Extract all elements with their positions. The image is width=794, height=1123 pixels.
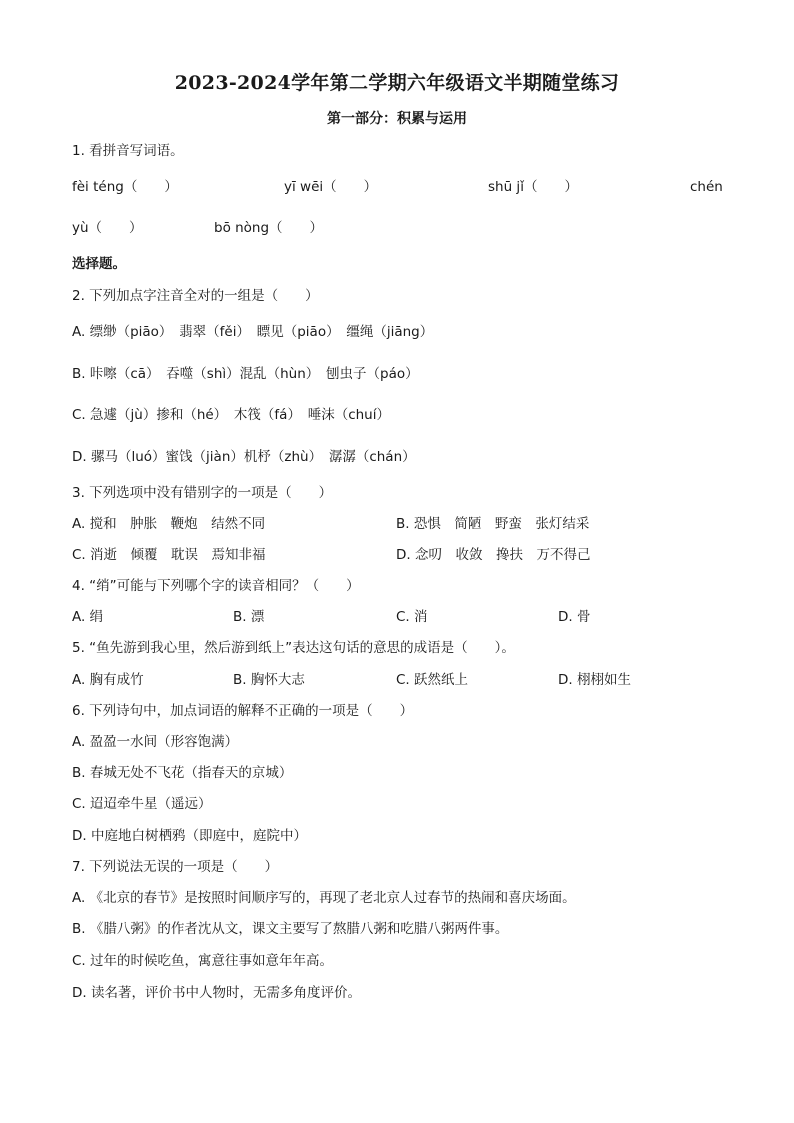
pinyin-item: chén	[690, 179, 723, 195]
page-title: 2023-2024学年第二学期六年级语文半期随堂练习	[174, 72, 620, 94]
q2-option-a: A. 缥缈（piāo） 翡翠（fěi） 瞟见（piāo） 缰绳（jiāng）	[72, 324, 434, 340]
pinyin-item: bō nòng（ ）	[214, 220, 324, 236]
q3-option-b: B. 恐惧 简陋 野蛮 张灯结采	[396, 516, 590, 532]
q6-option-c: C. 迢迢牵牛星（遥远）	[72, 796, 212, 812]
q6-option-b: B. 春城无处不飞花（指春天的京城）	[72, 765, 293, 781]
q4-option-c: C. 消	[396, 609, 428, 625]
q7-option-b: B. 《腊八粥》的作者沈从文，课文主要写了熬腊八粥和吃腊八粥两件事。	[72, 921, 509, 937]
q7-option-c: C. 过年的时候吃鱼，寓意往事如意年年高。	[72, 953, 334, 969]
q5-option-b: B. 胸怀大志	[233, 672, 305, 688]
q6-option-a: A. 盈盈一水间（形容饱满）	[72, 734, 239, 750]
pinyin-item: yī wēi（ ）	[284, 179, 378, 195]
q7-option-a: A. 《北京的春节》是按照时间顺序写的，再现了老北京人过春节的热闹和喜庆场面。	[72, 890, 576, 906]
q4-option-b: B. 漂	[233, 609, 265, 625]
q2-option-b: B. 咔嚓（cā） 吞噬（shì）混乱（hùn） 刨虫子（páo）	[72, 366, 419, 382]
q6-option-d: D. 中庭地白树栖鸦（即庭中，庭院中）	[72, 828, 307, 844]
q3-option-c: C. 消逝 倾覆 耽误 焉知非福	[72, 547, 266, 563]
q3-option-a: A. 搅和 肿胀 鞭炮 结然不同	[72, 516, 266, 532]
part-heading: 第一部分：积累与运用	[327, 111, 467, 127]
pinyin-item: yù（ ）	[72, 220, 143, 236]
q4-option-d: D. 骨	[558, 609, 591, 625]
q2-option-d: D. 骡马（luó）蜜饯（jiàn）机杼（zhù） 潺潺（chán）	[72, 449, 416, 465]
q5-option-d: D. 栩栩如生	[558, 672, 631, 688]
q6-stem: 6. 下列诗句中，加点词语的解释不正确的一项是（ ）	[72, 703, 414, 719]
q3-option-d: D. 念叨 收敛 搀扶 万不得己	[396, 547, 591, 563]
q7-stem: 7. 下列说法无误的一项是（ ）	[72, 859, 279, 875]
q2-stem: 2. 下列加点字注音全对的一组是（ ）	[72, 288, 319, 304]
pinyin-item: fèi téng（ ）	[72, 179, 178, 195]
q5-option-c: C. 跃然纸上	[396, 672, 469, 688]
q4-stem: 4. “绡”可能与下列哪个字的读音相同？（ ）	[72, 578, 360, 594]
q4-option-a: A. 绢	[72, 609, 104, 625]
pinyin-item: shū jǐ（ ）	[488, 179, 578, 195]
section-heading: 选择题。	[72, 256, 126, 272]
q5-option-a: A. 胸有成竹	[72, 672, 144, 688]
q1-stem: 1. 看拼音写词语。	[72, 143, 184, 159]
q2-option-c: C. 急遽（jù）掺和（hé） 木筏（fá） 唾沫（chuí）	[72, 407, 390, 423]
q5-stem: 5. “鱼先游到我心里，然后游到纸上”表达这句话的意思的成语是（ ）。	[72, 640, 515, 656]
q3-stem: 3. 下列选项中没有错别字的一项是（ ）	[72, 485, 333, 501]
q7-option-d: D. 读名著，评价书中人物时，无需多角度评价。	[72, 985, 361, 1001]
